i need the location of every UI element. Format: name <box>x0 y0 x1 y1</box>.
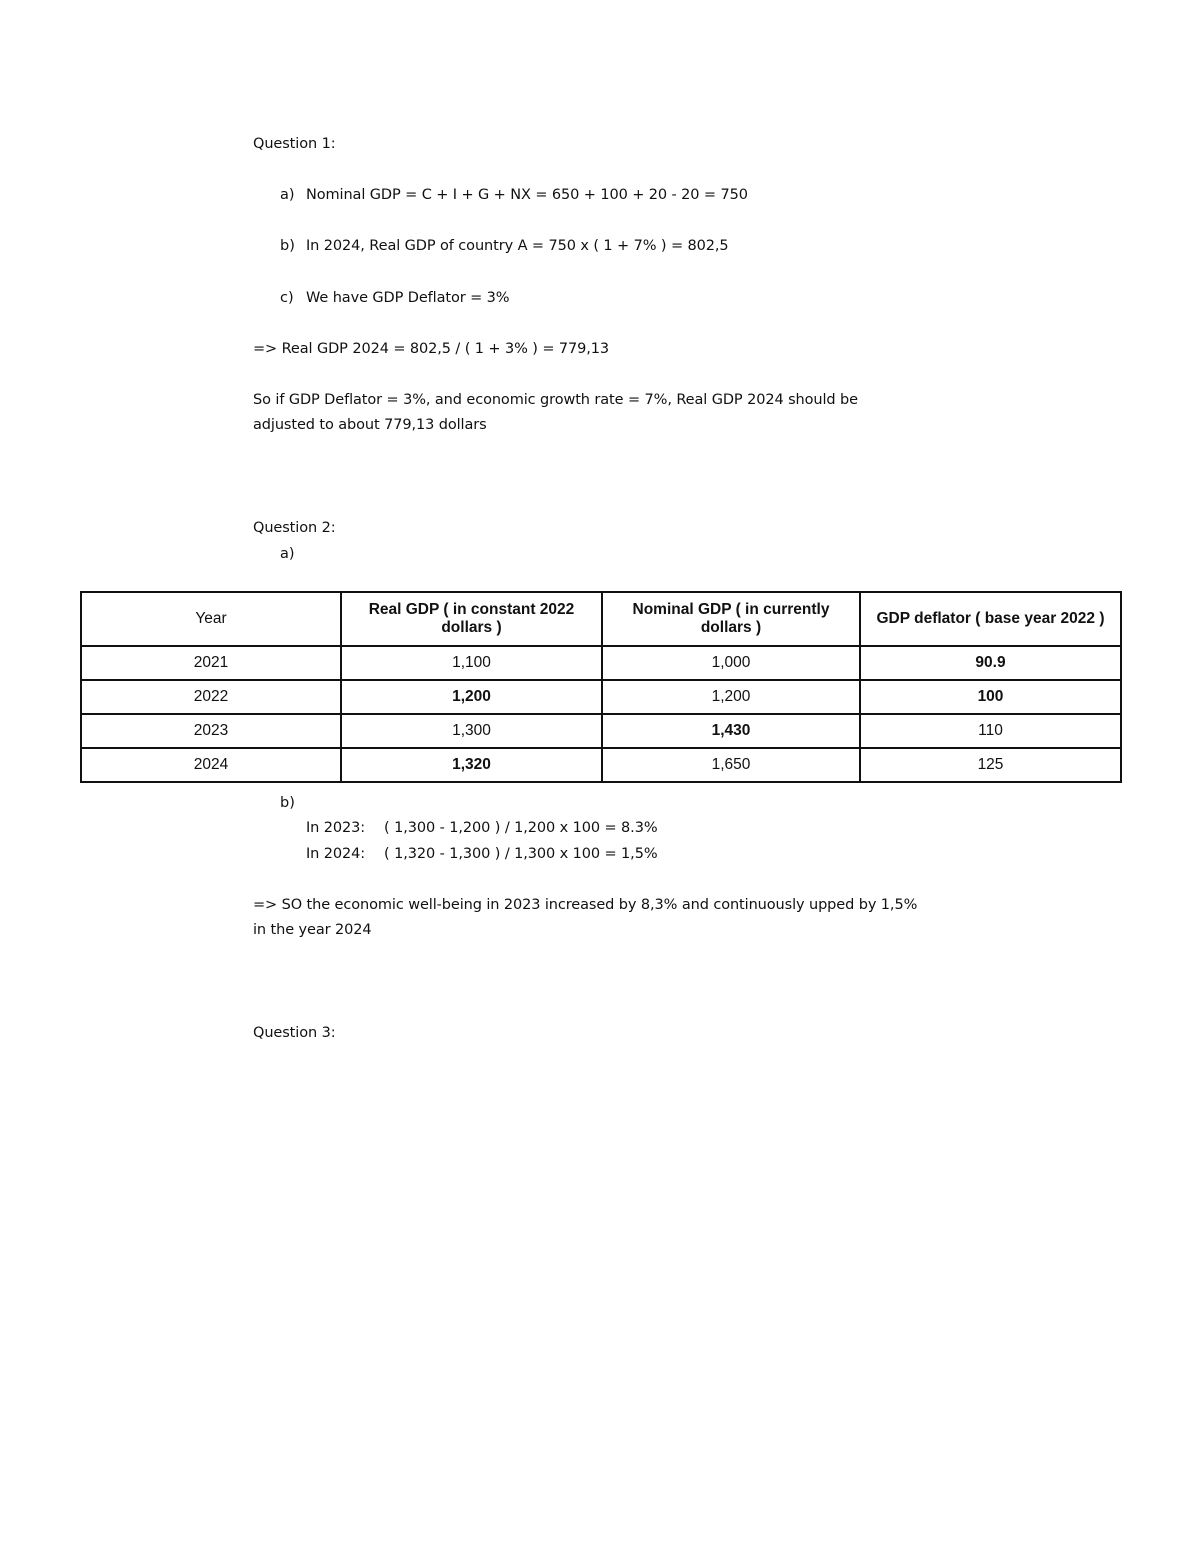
q1-item-c-label: c) <box>280 290 294 306</box>
cell-gdp-deflator: 125 <box>860 748 1121 782</box>
cell-year: 2024 <box>81 748 341 782</box>
gdp-table <box>80 591 1122 783</box>
q2-item-b-label: b) <box>280 795 295 811</box>
cell-real-gdp: 1,100 <box>341 646 602 680</box>
cell-real-gdp: 1,200 <box>341 680 602 714</box>
q1-item-b-text: In 2024, Real GDP of country A = 750 x ( 1 + 7% ) = 802,5 <box>306 238 729 254</box>
cell-real-gdp: 1,320 <box>341 748 602 782</box>
table-row <box>81 748 1121 782</box>
cell-gdp-deflator: 90.9 <box>860 646 1121 680</box>
question-2-heading: Question 2: <box>253 520 336 536</box>
cell-gdp-deflator: 110 <box>860 714 1121 748</box>
question-1-heading: Question 1: <box>253 136 336 152</box>
q1-item-c-text: We have GDP Deflator = 3% <box>306 290 510 306</box>
cell-real-gdp: 1,300 <box>341 714 602 748</box>
q2-conclusion-line-2: in the year 2024 <box>253 922 372 938</box>
q2-conclusion-line-1: => SO the economic well-being in 2023 increased by 8,3% and continuously upped by 1,5% <box>253 897 918 913</box>
cell-nominal-gdp: 1,000 <box>602 646 860 680</box>
q2-item-a-label: a) <box>280 546 295 562</box>
cell-nominal-gdp: 1,430 <box>602 714 860 748</box>
table-row <box>81 714 1121 748</box>
cell-year: 2023 <box>81 714 341 748</box>
question-3-heading: Question 3: <box>253 1025 336 1041</box>
cell-nominal-gdp: 1,200 <box>602 680 860 714</box>
q1-item-a-text: Nominal GDP = C + I + G + NX = 650 + 100 + 20 - 20 = 750 <box>306 187 748 203</box>
cell-nominal-gdp: 1,650 <box>602 748 860 782</box>
header-nominal-gdp: Nominal GDP ( in currently dollars ) <box>602 592 860 646</box>
q2-b-2023-label: In 2023: <box>306 820 366 836</box>
q2-b-2023-calc: ( 1,300 - 1,200 ) / 1,200 x 100 = 8.3% <box>384 820 658 836</box>
q2-b-2024-calc: ( 1,320 - 1,300 ) / 1,300 x 100 = 1,5% <box>384 846 658 862</box>
q1-conclusion-line-2: adjusted to about 779,13 dollars <box>253 417 487 433</box>
cell-year: 2022 <box>81 680 341 714</box>
q2-b-2024-label: In 2024: <box>306 846 366 862</box>
q1-item-a-label: a) <box>280 187 295 203</box>
q1-item-b-label: b) <box>280 238 295 254</box>
table-header-row <box>81 592 1121 646</box>
header-gdp-deflator: GDP deflator ( base year 2022 ) <box>860 592 1121 646</box>
header-real-gdp: Real GDP ( in constant 2022 dollars ) <box>341 592 602 646</box>
table-row <box>81 680 1121 714</box>
cell-year: 2021 <box>81 646 341 680</box>
header-year: Year <box>81 592 341 646</box>
table-row <box>81 646 1121 680</box>
q1-result: => Real GDP 2024 = 802,5 / ( 1 + 3% ) = 779,13 <box>253 341 610 357</box>
q1-conclusion-line-1: So if GDP Deflator = 3%, and economic growth rate = 7%, Real GDP 2024 should be <box>253 392 858 408</box>
cell-gdp-deflator: 100 <box>860 680 1121 714</box>
